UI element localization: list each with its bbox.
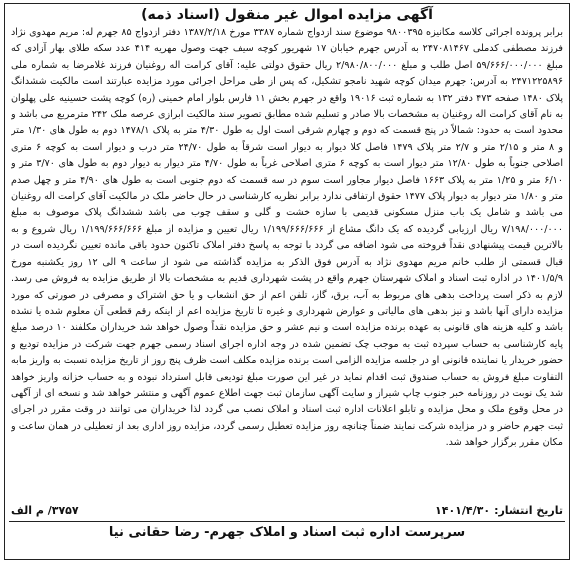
signature: سرپرست اداره ثبت اسناد و املاک جهرم- رضا حقانی نیا <box>108 525 466 540</box>
publish-date-block <box>431 504 563 517</box>
notice-code: ۳۷۵۷/ م الف <box>11 503 79 517</box>
notice-frame <box>4 3 570 560</box>
notice-paragraph: برابر پرونده اجرائی کلاسه مکانیزه ۹۸۰۰۳۹۵ موضوع سند ازدواج شماره ۳۳۸۷ مورخ ۱۳۸۷/۲/۱۸ دفتر ازدواج ۸۵ جهرم له: مریم مهدوی نژاد فرزند مصطفی کدملی ۲۴۷۰۸۱۴۶۷ به آدرس جهرم خیابان ۱۷ شهریور کوچه سیف جهت وصول مهریه ۴۱۴ عدد سکه طلای بهار آزادی که مبلغ ۵۹/۶۶۶/۰۰۰/۰۰۰ اصل طلب و مبلغ ۲/۹۸۰/۸۰۰/۰۰۰ ریال حقوق دولتی علیه: آقای کرامت اله روغنیان فرزند غلامرضا به شماره ملی ۲۴۷۱۲۲۵۸۹۶ به آدرس: جهرم میدان کوچه شهید نامجو تشکیل، که پس از طی مراحل اجرائی مورد مزایده عبارتند است مالکیت ششدانگ پلاک ۱۴۸۰ صفحه ۴۷۳ دفتر ۱۳۲ به شماره ثبت ۱۹۰۱۶ واقع در جهرم بخش ۱۱ فارس بلوار امام خمینی (ره) کوچه پشت حسینیه علی پهلوان به نام آقای کرامت اله روغنیان به مشخصات بالا صادر و تسلیم شده مطابق تصویر سند مالکیت ابرازی عرصه ملک ۲۴۲ مترمربع می باشد و محدود است به حدود: شمالاً در پنج قسمت که دوم و چهارم شرقی است اول به طول ۴/۳۰ متر به پلاک ۱۴۷۸/۱ دوم به طول های ۱/۳۰ متر و ۸ متر و ۲/۱۵ متر و ۲/۷ متر پلاک ۱۴۷۹ فاصل کلا دیوار به دیوار است شرقاً به طول ۲۴/۷۰ متر درب و دیوار است به کوچه ۶ متری اصلاحی جنوباً به طول ۱۲/۸۰ متر دیوار است به کوچه ۶ متری اصلاحی غرباً به طول ۴/۷۰ متر دیوار به دیوار دوم به طول های ۳/۷۰ متر و ۶/۱۰ متر و ۱/۲۵ متر به پلاک ۱۶۶۳ فاصل دیوار مجاور است سوم در سه قسمت که دوم جنوبی است به طول های ۴/۹۰ متر و چهل صدم متر و ۱/۸۰ متر دیوار به دیوار پلاک ۱۴۷۷ حقوق ارتفاقی ندارد برابر نظریه کارشناسی در حال حاضر ملک در مالکیت آقای کرامت اله روغنیان می باشد و شامل یک باب منزل مسکونی قدیمی با سازه خشت و گلی و سقف چوب می باشد ششدانگ پلاک موصوف به مبلغ ۷/۱۹۸/۰۰۰/۰۰۰ ریال ارزیابی گردیده که یک دانگ مشاع از ۱/۱۹۹/۶۶۶/۶۶۶ ریال تعیین و مزایده از مبلغ ۱/۱۹۹/۶۶۶/۶۶۶ ریال شروع و به بالاترین قیمت پیشنهادی نقداً فروخته می شود اضافه می گردد با توجه به پاسخ دفتر املاک تاکنون حدود باقی مانده تعیین نگردیده است در قبال قسمتی از طلب خانم مریم مهدوی نژاد به آدرس فوق الذکر به مزایده گذاشته می شود از ساعت ۹ الی ۱۲ روز یکشنبه مورخ ۱۴۰۱/۵/۹ در اداره ثبت اسناد و املاک شهرستان جهرم واقع در پشت شهرداری قدیم به مشخصات بالا از طریق مزایده به فروش می رسد. لازم به ذکر است پرداخت بدهی های مربوط به آب، برق، گاز، تلفن اعم از حق انشعاب و یا حق اشتراک و مصرفی در صورتی که مورد مزایده دارای آنها باشد و نیز بدهی های مالیاتی و عوارض شهرداری و غیره تا تاریخ مزایده اعم از اینکه رقم قطعی آن معلوم شده یا نشده باشد و کلیه هزینه های قانونی به عهده برنده مزایده است و نیم عشر و حق مزایده نقداً وصول خواهد شد خریداران مکلفند ۱۰ درصد مبلغ پایه کارشناسی به حساب سپرده ثبت به موجب چک تضمین شده در وجه اداره اجرای اسناد رسمی جهرم جهت شرکت در مزایده تودیع و حضور خریدار یا نماینده قانونی او در جلسه مزایده الزامی است برنده مزایده مکلف است ظرف پنج روز از تاریخ مزایده نسبت به واریز مابه التفاوت مبلغ فروش به حساب صندوق ثبت اقدام نماید در غیر این صورت مبلغ تودیعی قابل استرداد نبوده و به حساب خزانه واریز خواهد شد یک نوبت در روزنامه خبر جنوب چاپ شیراز و سایت آگهی سازمان ثبت جهت اطلاع عموم آگهی و منتشر خواهد شد و نسخه ای از آگهی در محل وقوع ملک و محل مزایده و تابلو اعلانات اداره ثبت اسناد و املاک نصب می گردد لذا خریداران می توانند در وقت مقرر در اجرای ثبت جهرم حاضر و در مزایده شرکت نمایند ضمناً چنانچه روز مزایده تعطیل رسمی گردد، مزایده روز اداری بعد از تعطیلی در همان ساعت و مکان مقرر برگزار خواهد شد. <box>11 27 563 449</box>
publish-date: ۱۴۰۱/۴/۳۰ <box>435 503 491 517</box>
notice-footer <box>11 502 563 518</box>
publish-date-label: تاریخ انتشار: <box>494 503 563 517</box>
notice-body <box>11 25 563 501</box>
notice-title: آگهی مزایده اموال غیر منقول (اسناد ذمه) <box>141 7 433 23</box>
